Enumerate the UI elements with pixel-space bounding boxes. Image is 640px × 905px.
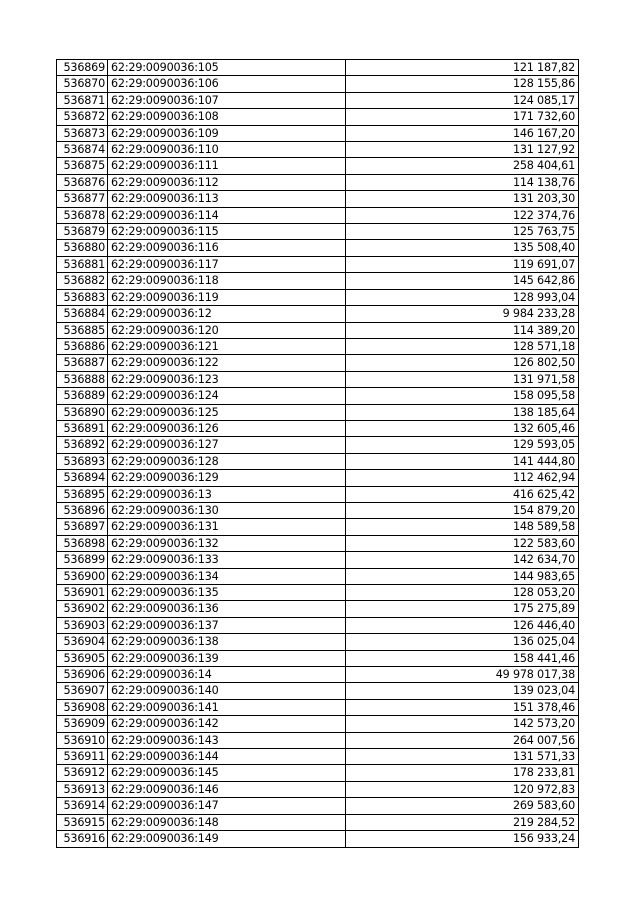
- cadastral-value-cell: 119 691,07: [346, 256, 579, 272]
- cadastral-number-cell: 62:29:0090036:112: [108, 174, 346, 190]
- cadastral-number-cell: 62:29:0090036:149: [108, 831, 346, 847]
- row-number-cell: 536906: [57, 667, 108, 683]
- cadastral-value-cell: 142 573,20: [346, 716, 579, 732]
- cadastral-value-cell: 121 187,82: [346, 60, 579, 76]
- table-row: [57, 92, 579, 108]
- cadastral-value-cell: 139 023,04: [346, 683, 579, 699]
- cadastral-value-cell: 124 085,17: [346, 92, 579, 108]
- table-row: [57, 338, 579, 354]
- table-row: [57, 535, 579, 551]
- cadastral-number-cell: 62:29:0090036:145: [108, 765, 346, 781]
- cadastral-number-cell: 62:29:0090036:108: [108, 109, 346, 125]
- cadastral-value-cell: 264 007,56: [346, 732, 579, 748]
- cadastral-number-cell: 62:29:0090036:113: [108, 191, 346, 207]
- table-row: [57, 732, 579, 748]
- table-row: [57, 355, 579, 371]
- row-number-cell: 536910: [57, 732, 108, 748]
- cadastral-number-cell: 62:29:0090036:12: [108, 306, 346, 322]
- cadastral-number-cell: 62:29:0090036:128: [108, 453, 346, 469]
- cadastral-value-cell: 128 571,18: [346, 338, 579, 354]
- cadastral-value-cell: 158 441,46: [346, 650, 579, 666]
- row-number-cell: 536879: [57, 224, 108, 240]
- row-number-cell: 536882: [57, 273, 108, 289]
- cadastral-number-cell: 62:29:0090036:110: [108, 142, 346, 158]
- cadastral-number-cell: 62:29:0090036:118: [108, 273, 346, 289]
- table-row: [57, 650, 579, 666]
- cadastral-number-cell: 62:29:0090036:139: [108, 650, 346, 666]
- cadastral-number-cell: 62:29:0090036:129: [108, 470, 346, 486]
- table-row: [57, 289, 579, 305]
- row-number-cell: 536874: [57, 142, 108, 158]
- table-row: [57, 388, 579, 404]
- cadastral-number-cell: 62:29:0090036:131: [108, 519, 346, 535]
- row-number-cell: 536895: [57, 486, 108, 502]
- cadastral-number-cell: 62:29:0090036:122: [108, 355, 346, 371]
- cadastral-number-cell: 62:29:0090036:13: [108, 486, 346, 502]
- cadastral-value-cell: 131 971,58: [346, 371, 579, 387]
- row-number-cell: 536902: [57, 601, 108, 617]
- row-number-cell: 536885: [57, 322, 108, 338]
- row-number-cell: 536913: [57, 781, 108, 797]
- cadastral-number-cell: 62:29:0090036:123: [108, 371, 346, 387]
- cadastral-value-cell: 122 374,76: [346, 207, 579, 223]
- cadastral-value-cell: 131 203,30: [346, 191, 579, 207]
- row-number-cell: 536893: [57, 453, 108, 469]
- cadastral-value-cell: 114 389,20: [346, 322, 579, 338]
- table-body: [57, 60, 579, 848]
- cadastral-value-cell: 154 879,20: [346, 502, 579, 518]
- row-number-cell: 536915: [57, 814, 108, 830]
- cadastral-number-cell: 62:29:0090036:107: [108, 92, 346, 108]
- cadastral-number-cell: 62:29:0090036:126: [108, 420, 346, 436]
- cadastral-number-cell: 62:29:0090036:132: [108, 535, 346, 551]
- cadastral-number-cell: 62:29:0090036:127: [108, 437, 346, 453]
- table-row: [57, 76, 579, 92]
- table-row: [57, 224, 579, 240]
- cadastral-number-cell: 62:29:0090036:148: [108, 814, 346, 830]
- cadastral-number-cell: 62:29:0090036:133: [108, 552, 346, 568]
- row-number-cell: 536899: [57, 552, 108, 568]
- row-number-cell: 536878: [57, 207, 108, 223]
- cadastral-value-cell: 128 993,04: [346, 289, 579, 305]
- table-row: [57, 798, 579, 814]
- cadastral-value-table: [56, 59, 579, 848]
- table-row: [57, 699, 579, 715]
- cadastral-number-cell: 62:29:0090036:119: [108, 289, 346, 305]
- table-row: [57, 207, 579, 223]
- row-number-cell: 536916: [57, 831, 108, 847]
- row-number-cell: 536881: [57, 256, 108, 272]
- row-number-cell: 536908: [57, 699, 108, 715]
- table-row: [57, 125, 579, 141]
- table-row: [57, 716, 579, 732]
- cadastral-number-cell: 62:29:0090036:105: [108, 60, 346, 76]
- cadastral-number-cell: 62:29:0090036:134: [108, 568, 346, 584]
- cadastral-value-cell: 146 167,20: [346, 125, 579, 141]
- cadastral-value-cell: 128 155,86: [346, 76, 579, 92]
- cadastral-number-cell: 62:29:0090036:142: [108, 716, 346, 732]
- cadastral-value-cell: 131 571,33: [346, 749, 579, 765]
- cadastral-value-cell: 112 462,94: [346, 470, 579, 486]
- row-number-cell: 536886: [57, 338, 108, 354]
- row-number-cell: 536894: [57, 470, 108, 486]
- cadastral-number-cell: 62:29:0090036:136: [108, 601, 346, 617]
- table-row: [57, 765, 579, 781]
- cadastral-number-cell: 62:29:0090036:121: [108, 338, 346, 354]
- cadastral-value-cell: 178 233,81: [346, 765, 579, 781]
- table-row: [57, 814, 579, 830]
- row-number-cell: 536890: [57, 404, 108, 420]
- row-number-cell: 536871: [57, 92, 108, 108]
- table-row: [57, 142, 579, 158]
- table-row: [57, 831, 579, 847]
- cadastral-value-cell: 416 625,42: [346, 486, 579, 502]
- row-number-cell: 536903: [57, 617, 108, 633]
- table-row: [57, 371, 579, 387]
- row-number-cell: 536870: [57, 76, 108, 92]
- table-row: [57, 502, 579, 518]
- row-number-cell: 536897: [57, 519, 108, 535]
- table-row: [57, 60, 579, 76]
- cadastral-value-cell: 144 983,65: [346, 568, 579, 584]
- table-row: [57, 306, 579, 322]
- row-number-cell: 536875: [57, 158, 108, 174]
- cadastral-number-cell: 62:29:0090036:144: [108, 749, 346, 765]
- cadastral-value-cell: 126 802,50: [346, 355, 579, 371]
- row-number-cell: 536873: [57, 125, 108, 141]
- cadastral-value-cell: 151 378,46: [346, 699, 579, 715]
- cadastral-value-cell: 49 978 017,38: [346, 667, 579, 683]
- cadastral-value-cell: 156 933,24: [346, 831, 579, 847]
- row-number-cell: 536901: [57, 585, 108, 601]
- row-number-cell: 536914: [57, 798, 108, 814]
- row-number-cell: 536909: [57, 716, 108, 732]
- table-row: [57, 256, 579, 272]
- row-number-cell: 536892: [57, 437, 108, 453]
- cadastral-value-cell: 138 185,64: [346, 404, 579, 420]
- cadastral-number-cell: 62:29:0090036:143: [108, 732, 346, 748]
- cadastral-number-cell: 62:29:0090036:125: [108, 404, 346, 420]
- row-number-cell: 536889: [57, 388, 108, 404]
- cadastral-value-cell: 131 127,92: [346, 142, 579, 158]
- cadastral-value-cell: 9 984 233,28: [346, 306, 579, 322]
- table-row: [57, 519, 579, 535]
- row-number-cell: 536911: [57, 749, 108, 765]
- cadastral-number-cell: 62:29:0090036:137: [108, 617, 346, 633]
- row-number-cell: 536872: [57, 109, 108, 125]
- cadastral-number-cell: 62:29:0090036:124: [108, 388, 346, 404]
- cadastral-number-cell: 62:29:0090036:140: [108, 683, 346, 699]
- table-row: [57, 453, 579, 469]
- cadastral-number-cell: 62:29:0090036:111: [108, 158, 346, 174]
- cadastral-value-cell: 171 732,60: [346, 109, 579, 125]
- cadastral-value-cell: 142 634,70: [346, 552, 579, 568]
- cadastral-number-cell: 62:29:0090036:115: [108, 224, 346, 240]
- cadastral-number-cell: 62:29:0090036:120: [108, 322, 346, 338]
- row-number-cell: 536891: [57, 420, 108, 436]
- cadastral-number-cell: 62:29:0090036:14: [108, 667, 346, 683]
- table-row: [57, 191, 579, 207]
- table-row: [57, 174, 579, 190]
- row-number-cell: 536888: [57, 371, 108, 387]
- table-row: [57, 437, 579, 453]
- cadastral-value-cell: 114 138,76: [346, 174, 579, 190]
- cadastral-number-cell: 62:29:0090036:114: [108, 207, 346, 223]
- cadastral-value-cell: 136 025,04: [346, 634, 579, 650]
- cadastral-value-cell: 158 095,58: [346, 388, 579, 404]
- row-number-cell: 536904: [57, 634, 108, 650]
- cadastral-number-cell: 62:29:0090036:138: [108, 634, 346, 650]
- row-number-cell: 536907: [57, 683, 108, 699]
- table-row: [57, 781, 579, 797]
- row-number-cell: 536896: [57, 502, 108, 518]
- table-row: [57, 109, 579, 125]
- cadastral-number-cell: 62:29:0090036:147: [108, 798, 346, 814]
- row-number-cell: 536887: [57, 355, 108, 371]
- table-row: [57, 240, 579, 256]
- row-number-cell: 536880: [57, 240, 108, 256]
- table-row: [57, 420, 579, 436]
- cadastral-number-cell: 62:29:0090036:146: [108, 781, 346, 797]
- cadastral-value-cell: 148 589,58: [346, 519, 579, 535]
- table-row: [57, 322, 579, 338]
- cadastral-value-cell: 219 284,52: [346, 814, 579, 830]
- row-number-cell: 536884: [57, 306, 108, 322]
- cadastral-value-cell: 269 583,60: [346, 798, 579, 814]
- table-row: [57, 552, 579, 568]
- table-row: [57, 749, 579, 765]
- row-number-cell: 536898: [57, 535, 108, 551]
- row-number-cell: 536905: [57, 650, 108, 666]
- cadastral-number-cell: 62:29:0090036:109: [108, 125, 346, 141]
- table-row: [57, 585, 579, 601]
- table-row: [57, 601, 579, 617]
- cadastral-value-cell: 132 605,46: [346, 420, 579, 436]
- cadastral-number-cell: 62:29:0090036:117: [108, 256, 346, 272]
- row-number-cell: 536876: [57, 174, 108, 190]
- cadastral-value-cell: 120 972,83: [346, 781, 579, 797]
- table-row: [57, 667, 579, 683]
- table-row: [57, 273, 579, 289]
- cadastral-value-cell: 128 053,20: [346, 585, 579, 601]
- row-number-cell: 536912: [57, 765, 108, 781]
- cadastral-number-cell: 62:29:0090036:106: [108, 76, 346, 92]
- cadastral-value-cell: 125 763,75: [346, 224, 579, 240]
- cadastral-number-cell: 62:29:0090036:116: [108, 240, 346, 256]
- cadastral-value-cell: 126 446,40: [346, 617, 579, 633]
- cadastral-value-cell: 145 642,86: [346, 273, 579, 289]
- row-number-cell: 536900: [57, 568, 108, 584]
- cadastral-value-cell: 135 508,40: [346, 240, 579, 256]
- row-number-cell: 536877: [57, 191, 108, 207]
- table-row: [57, 634, 579, 650]
- cadastral-value-cell: 129 593,05: [346, 437, 579, 453]
- table-row: [57, 404, 579, 420]
- cadastral-value-cell: 141 444,80: [346, 453, 579, 469]
- cadastral-value-cell: 122 583,60: [346, 535, 579, 551]
- row-number-cell: 536869: [57, 60, 108, 76]
- cadastral-number-cell: 62:29:0090036:130: [108, 502, 346, 518]
- table-row: [57, 470, 579, 486]
- cadastral-value-cell: 175 275,89: [346, 601, 579, 617]
- table-row: [57, 568, 579, 584]
- table-row: [57, 617, 579, 633]
- table-row: [57, 486, 579, 502]
- table-row: [57, 158, 579, 174]
- cadastral-value-cell: 258 404,61: [346, 158, 579, 174]
- cadastral-number-cell: 62:29:0090036:141: [108, 699, 346, 715]
- table-row: [57, 683, 579, 699]
- row-number-cell: 536883: [57, 289, 108, 305]
- cadastral-number-cell: 62:29:0090036:135: [108, 585, 346, 601]
